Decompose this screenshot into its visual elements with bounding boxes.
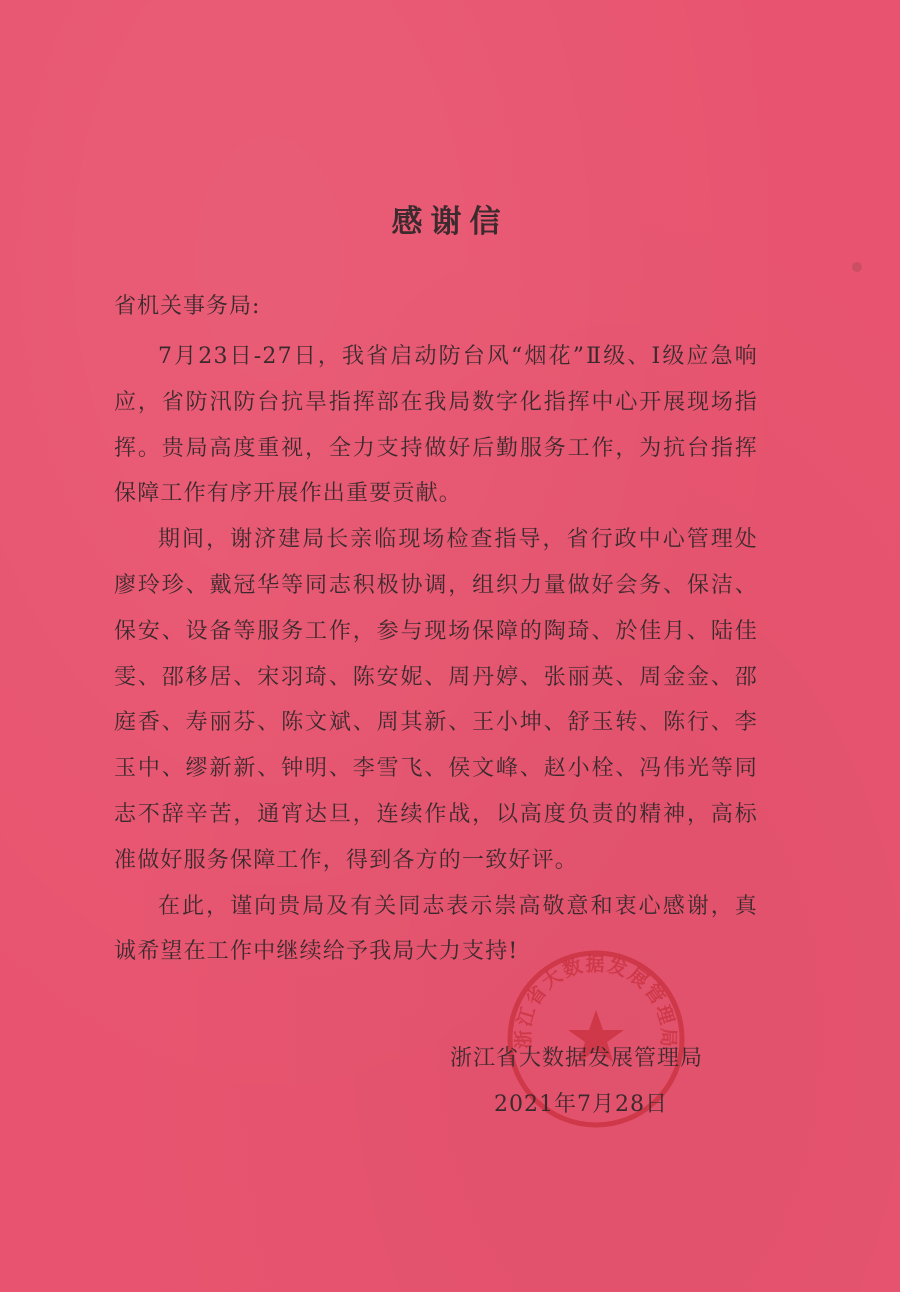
paper-blemish [852,262,862,272]
signature-block [430,1036,730,1128]
letter-body [114,334,758,975]
signature-date: 2021年7月28日 [494,1092,668,1117]
paragraph-2: 期间，谢济建局长亲临现场检查指导，省行政中心管理处廖玲珍、戴冠华等同志积极协调，组织力量做好会务、保洁、保安、设备等服务工作，参与现场保障的陶琦、於佳月、陆佳雯、邵移居、宋羽琦、陈安妮、周丹婷、张丽英、周金金、邵庭香、寿丽芬、陈文斌、周其新、王小坤、舒玉转、陈行、李玉中、缪新新、钟明、李雪飞、侯文峰、赵小栓、冯伟光等同志不辞辛苦，通宵达旦，连续作战，以高度负责的精神，高标准做好服务保障工作，得到各方的一致好评。 [114,527,758,873]
paragraph-1: 7月23日-27日，我省启动防台风“烟花”Ⅱ级、Ⅰ级应急响应，省防汛防台抗旱指挥部在我局数字化指挥中心开展现场指挥。贵局高度重视，全力支持做好后勤服务工作，为抗台指挥保障工作有序开展作出重要贡献。 [114,344,758,507]
letter-title: 感谢信 [391,204,509,240]
paragraph-3: 在此，谨向贵局及有关同志表示崇高敬意和衷心感谢，真诚希望在工作中继续给予我局大力支持! [114,893,758,965]
salutation: 省机关事务局: [114,294,261,319]
seal-text: 浙江省大数据发展管理局 [512,953,680,1050]
signature-organization: 浙江省大数据发展管理局 [450,1046,704,1071]
